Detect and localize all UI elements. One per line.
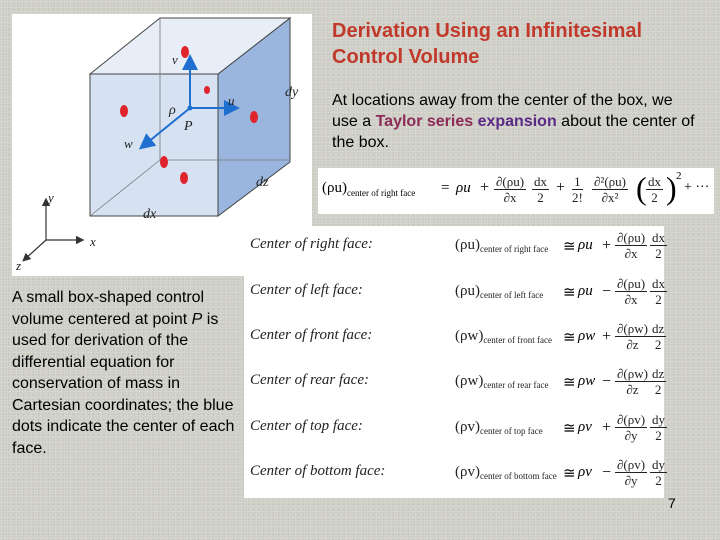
intro-highlight-expansion: expansion	[473, 113, 557, 130]
label-v: v	[172, 52, 178, 67]
taylor-dx-half: $\frac{dx}{2}$	[534, 174, 547, 205]
taylor-ellipsis: + ···	[684, 180, 710, 195]
approx-sign: ≅	[563, 330, 576, 346]
face-operator: −	[602, 464, 612, 481]
face-half-step: $\frac{dz}{2}$	[652, 321, 665, 352]
left-face-dot	[120, 105, 128, 117]
taylor-d2: $\frac{\text{∂²(ρu)}}{\text{∂x²}}$	[594, 174, 626, 205]
rear-face-dot	[204, 86, 210, 94]
face-label: Center of bottom face:	[250, 463, 386, 479]
top-face-dot	[181, 46, 189, 58]
face-equation-row	[250, 319, 665, 365]
face-operator: −	[602, 283, 612, 300]
label-dx: dx	[143, 207, 157, 222]
approx-sign: ≅	[563, 239, 576, 255]
front-face-dot	[160, 156, 168, 168]
face-lhs: $(\rho u)_{center of right face}$	[455, 237, 549, 254]
page-number: 7	[668, 495, 676, 511]
face-rho-term: ρw	[578, 373, 596, 389]
face-half-step: $\frac{dy}{2}$	[652, 412, 665, 443]
slide-title: Derivation Using an Infinitesimal Control Volume	[332, 20, 643, 68]
face-equation	[455, 410, 665, 456]
face-derivative: $\frac{\partial(\rho v)}{\partial y}$	[617, 412, 646, 443]
face-equation-row	[250, 410, 665, 456]
face-half-step: $\frac{dz}{2}$	[652, 366, 665, 397]
face-lhs: $(\rho w)_{center of front face}$	[455, 328, 553, 345]
face-operator: +	[602, 419, 612, 436]
taylor-plus-2: +	[556, 179, 566, 196]
face-operator: +	[602, 328, 612, 345]
taylor-plus-1: +	[480, 179, 490, 196]
face-equation	[455, 455, 665, 501]
box-front-face	[90, 74, 218, 216]
bottom-face-dot	[180, 172, 188, 184]
taylor-eq: =	[441, 180, 450, 196]
face-operator: −	[602, 373, 612, 390]
face-label: Center of rear face:	[250, 372, 369, 388]
face-equation-row	[250, 364, 665, 410]
taylor-factorial: $\frac{1}{2!}$	[572, 174, 583, 205]
face-equation-row	[250, 228, 665, 274]
intro-after: about the center of the box.	[332, 113, 695, 151]
face-derivative: $\frac{\partial(\rho v)}{\partial y}$	[617, 457, 646, 488]
figure-caption	[12, 287, 242, 459]
label-P: P	[184, 119, 193, 134]
face-label: Center of top face:	[250, 418, 363, 434]
face-lhs: $(\rho v)_{center of top face}$	[455, 419, 543, 436]
caption-part1: A small box-shaped control volume centered at point	[12, 289, 205, 328]
face-equation	[455, 274, 665, 320]
axis-y-label: y	[48, 190, 54, 205]
taylor-paren-open: (	[636, 170, 647, 206]
taylor-dx-half-sq: $\frac{dx}{2}$	[648, 174, 661, 205]
label-w: w	[124, 136, 133, 151]
right-face-dot	[250, 111, 258, 123]
label-rho: ρ	[169, 103, 176, 118]
approx-sign: ≅	[563, 285, 576, 301]
face-rho-term: ρv	[578, 419, 592, 435]
face-lhs: $(\rho w)_{center of rear face}$	[455, 373, 549, 390]
face-half-step: $\frac{dx}{2}$	[652, 230, 665, 261]
face-equation	[455, 228, 665, 274]
face-equation-row	[250, 455, 665, 501]
approx-sign: ≅	[563, 466, 576, 482]
face-equation-row	[250, 274, 665, 320]
face-derivative: $\frac{\partial(\rho w)}{\partial z}$	[617, 321, 648, 352]
intro-before: At locations away from the center of the box, we use a	[332, 92, 673, 130]
taylor-power: 2	[676, 170, 682, 182]
face-label: Center of front face:	[250, 327, 373, 343]
face-half-step: $\frac{dx}{2}$	[652, 276, 665, 307]
face-operator: +	[602, 237, 612, 254]
taylor-lhs: (ρu)	[322, 180, 347, 196]
intro-highlight-taylor: Taylor series	[375, 113, 474, 130]
caption-point: P	[191, 310, 203, 328]
face-equation	[455, 364, 665, 410]
intro-text	[332, 90, 702, 153]
taylor-paren-close: )	[666, 170, 677, 206]
taylor-lhs-sub: center of right face	[346, 188, 416, 198]
face-derivative: $\frac{\partial(\rho u)}{\partial x}$	[617, 230, 646, 261]
face-derivative: $\frac{\partial(\rho w)}{\partial z}$	[617, 366, 648, 397]
axis-z-label: z	[16, 258, 22, 273]
face-rho-term: ρu	[578, 237, 593, 253]
face-derivative: $\frac{\partial(\rho u)}{\partial x}$	[617, 276, 646, 307]
face-label: Center of right face:	[250, 236, 373, 252]
label-dz: dz	[256, 175, 269, 190]
caption-part2: is used for derivation of the differential equation for conservation of mass in Cartesian coordinates; the blue dots indicate the center of each face.	[12, 310, 235, 457]
taylor-series-equation	[318, 168, 714, 214]
taylor-rho-u: ρu	[456, 180, 471, 196]
approx-sign: ≅	[563, 375, 576, 391]
face-lhs: $(\rho v)_{center of bottom face}$	[455, 464, 557, 481]
face-half-step: $\frac{dy}{2}$	[652, 457, 665, 488]
face-rho-term: ρw	[578, 328, 596, 344]
label-dy: dy	[285, 85, 299, 100]
approx-sign: ≅	[563, 421, 576, 437]
face-rho-term: ρu	[578, 283, 593, 299]
face-lhs: $(\rho u)_{center of left face}$	[455, 283, 544, 300]
axis-x-label: x	[90, 234, 96, 249]
face-label: Center of left face:	[250, 282, 363, 298]
face-equation	[455, 319, 665, 365]
label-u: u	[228, 93, 235, 108]
face-rho-term: ρv	[578, 464, 592, 480]
taylor-d1: $\frac{\partial(\rho u)}{\partial x}$	[496, 174, 525, 205]
